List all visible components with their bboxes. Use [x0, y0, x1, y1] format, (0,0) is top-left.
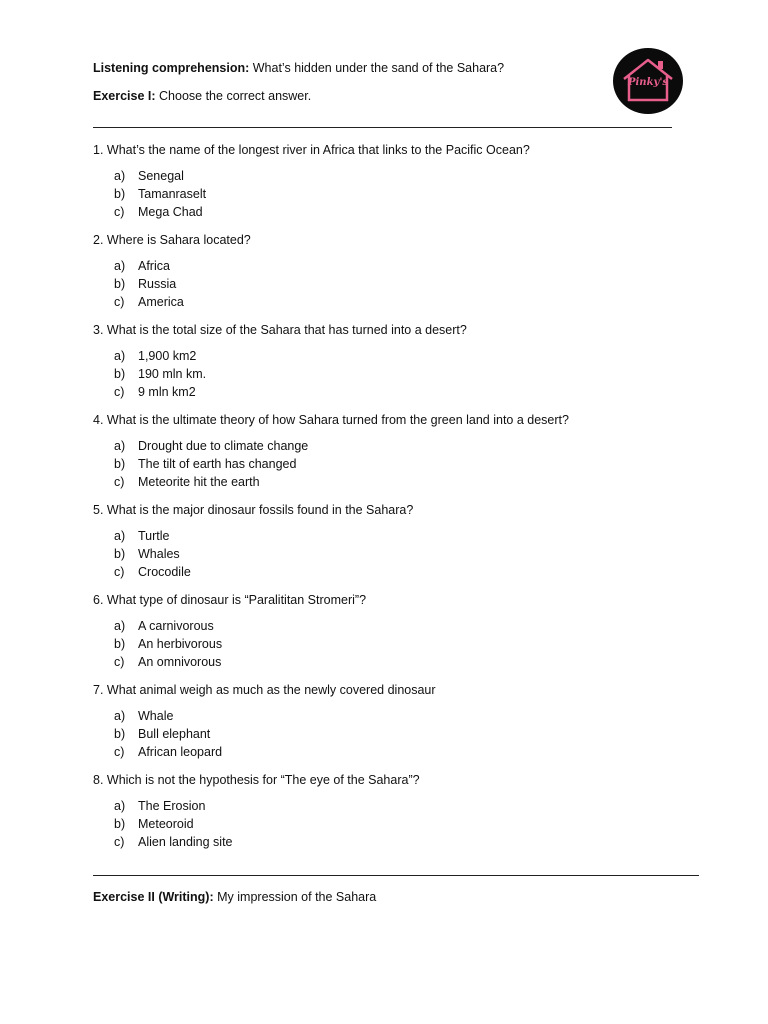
option-item	[114, 456, 308, 474]
option-text: A carnivorous	[138, 619, 214, 633]
option-item	[114, 636, 222, 654]
option-text: 1,900 km2	[138, 349, 197, 363]
option-marker: c)	[114, 474, 125, 489]
logo	[613, 48, 683, 114]
option-text: Russia	[138, 276, 177, 291]
option-item	[114, 276, 184, 294]
option-marker: c)	[114, 294, 125, 309]
divider-top	[93, 127, 672, 128]
exercise-1-label: Exercise I:	[93, 89, 156, 103]
option-text: The Erosion	[138, 799, 206, 813]
option-item	[114, 384, 206, 402]
option-item	[114, 348, 206, 366]
option-item	[114, 528, 191, 546]
option-text: An herbivorous	[138, 636, 223, 651]
option-item	[114, 294, 184, 312]
option-item	[114, 618, 222, 636]
divider-bottom	[93, 875, 699, 876]
option-text: Meteorite hit the earth	[138, 474, 260, 489]
option-text: Whales	[138, 546, 180, 561]
question-4-text: 4. What is the ultimate theory of how Sahara turned from the green land into a desert?	[93, 413, 569, 427]
question-1-text: 1. What’s the name of the longest river in Africa that links to the Pacific Ocean?	[93, 143, 530, 157]
option-item	[114, 474, 308, 492]
option-marker: c)	[114, 654, 125, 669]
option-item	[114, 366, 206, 384]
option-marker: a)	[114, 529, 126, 543]
option-marker: b)	[114, 726, 126, 741]
option-marker: c)	[114, 564, 125, 579]
exercise-2-label: Exercise II (Writing):	[93, 890, 214, 904]
worksheet-title	[93, 61, 504, 75]
exercise-1-instruction: Choose the correct answer.	[159, 89, 312, 103]
question-6-options	[114, 618, 222, 671]
question-3-text: 3. What is the total size of the Sahara that has turned into a desert?	[93, 323, 467, 337]
logo-text: Pinky's	[627, 77, 669, 88]
question-8-options	[114, 798, 233, 851]
option-item	[114, 168, 206, 186]
option-marker: b)	[114, 366, 126, 381]
question-7-text: 7. What animal weigh as much as the newly covered dinosaur	[93, 683, 436, 697]
option-text: 190 mln km.	[138, 366, 207, 381]
option-text: An omnivorous	[138, 654, 222, 669]
question-7-options	[114, 708, 222, 761]
option-marker: b)	[114, 546, 126, 561]
option-text: Meteoroid	[138, 816, 194, 831]
exercise-2-instruction: My impression of the Sahara	[217, 890, 377, 904]
option-item	[114, 816, 233, 834]
question-4-options	[114, 438, 308, 491]
title-text: What’s hidden under the sand of the Sahara?	[252, 61, 505, 75]
option-marker: b)	[114, 636, 126, 651]
option-item	[114, 708, 222, 726]
option-marker: b)	[114, 816, 126, 831]
option-marker: b)	[114, 276, 126, 291]
question-5-text: 5. What is the major dinosaur fossils found in the Sahara?	[93, 503, 414, 517]
option-text: The tilt of earth has changed	[138, 456, 297, 471]
option-text: Africa	[138, 259, 170, 273]
option-item	[114, 546, 191, 564]
option-text: Whale	[138, 709, 174, 723]
option-text: Crocodile	[138, 564, 191, 579]
option-marker: a)	[114, 439, 126, 453]
option-marker: a)	[114, 259, 126, 273]
question-6-text: 6. What type of dinosaur is “Paralititan Stromeri”?	[93, 593, 367, 607]
option-item	[114, 744, 222, 762]
option-text: Drought due to climate change	[138, 439, 309, 453]
option-text: Senegal	[138, 169, 184, 183]
option-item	[114, 798, 233, 816]
option-item	[114, 204, 206, 222]
option-item	[114, 258, 184, 276]
exercise-1-heading	[93, 89, 311, 103]
question-1-options	[114, 168, 206, 221]
option-item	[114, 438, 308, 456]
option-marker: a)	[114, 169, 126, 183]
question-5-options	[114, 528, 191, 581]
option-marker: c)	[114, 744, 125, 759]
option-text: Bull elephant	[138, 726, 211, 741]
option-marker: c)	[114, 384, 125, 399]
option-item	[114, 564, 191, 582]
option-marker: a)	[114, 349, 126, 363]
option-item	[114, 834, 233, 852]
option-text: Turtle	[138, 529, 170, 543]
title-label: Listening comprehension:	[93, 61, 250, 75]
option-text: Mega Chad	[138, 204, 203, 219]
option-marker: a)	[114, 619, 126, 633]
option-marker: b)	[114, 186, 126, 201]
option-text: African leopard	[138, 744, 223, 759]
option-marker: a)	[114, 709, 126, 723]
exercise-2-heading	[93, 890, 376, 904]
option-text: 9 mln km2	[138, 384, 196, 399]
option-item	[114, 654, 222, 672]
option-marker: a)	[114, 799, 126, 813]
question-2-options	[114, 258, 184, 311]
option-item	[114, 726, 222, 744]
question-3-options	[114, 348, 206, 401]
question-8-text: 8. Which is not the hypothesis for “The eye of the Sahara”?	[93, 773, 420, 787]
question-2-text: 2. Where is Sahara located?	[93, 233, 251, 247]
option-marker: c)	[114, 834, 125, 849]
option-item	[114, 186, 206, 204]
option-text: Alien landing site	[138, 834, 233, 849]
option-marker: b)	[114, 456, 126, 471]
option-text: Tamanraselt	[138, 186, 207, 201]
option-text: America	[138, 294, 184, 309]
option-marker: c)	[114, 204, 125, 219]
